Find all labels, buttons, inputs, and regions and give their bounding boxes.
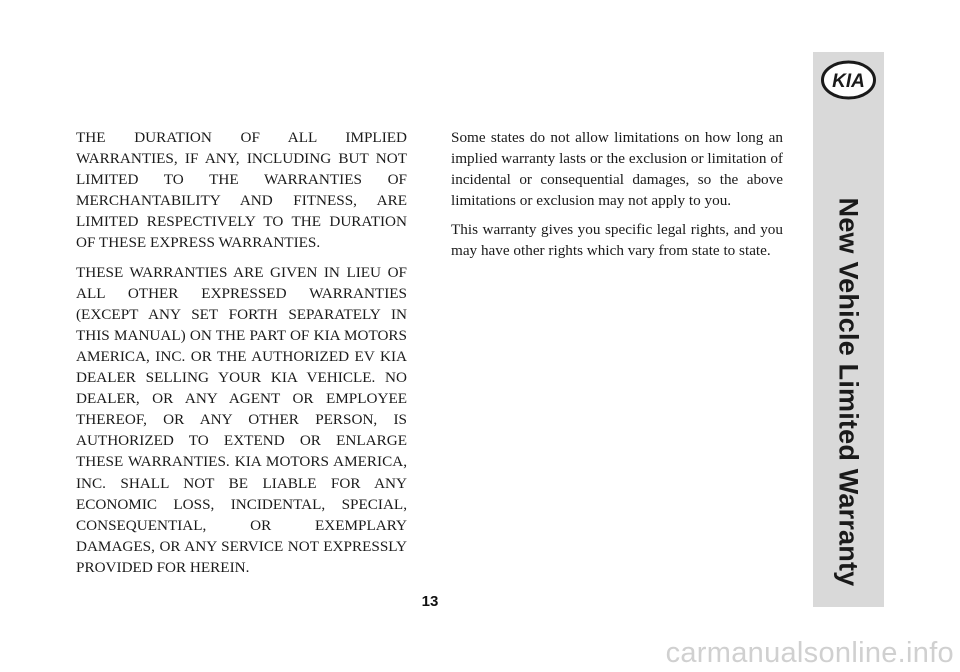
- paragraph-legal-rights: This warranty gives you specific legal rights, and you may have other rights which vary from state to state.: [451, 221, 783, 260]
- paragraph-implied-warranties: THE DURATION OF ALL IMPLIED WARRANTIES, IF ANY, INCLUDING BUT NOT LIMITED TO THE WARRANTIES OF MERCHANTABILITY AND FITNESS, ARE LIMITED RESPECTIVELY TO THE DURATION OF THESE EXPRESS WARRANTIES.: [76, 129, 407, 252]
- page-number: 13: [421, 593, 439, 610]
- section-title: New Vehicle Limited Warranty: [833, 197, 864, 587]
- section-side-tab: [813, 52, 884, 607]
- paragraph-warranties-in-lieu: THESE WARRANTIES ARE GIVEN IN LIEU OF ALL OTHER EXPRESSED WARRANTIES (EXCEPT ANY SET FORTH SEPARATELY IN THIS MANUAL) ON THE PART OF KIA MOTORS AMERICA, INC. OR THE AUTHORIZED EV KIA DEALER SELLING YOUR KIA VEHICLE. NO DEALER, OR ANY AGENT OR EMPLOYEE THEREOF, OR ANY OTHER PERSON, IS AUTHORIZED TO EXTEND OR ENLARGE THESE WARRANTIES. KIA MOTORS AMERICA, INC. SHALL NOT BE LIABLE FOR ANY ECONOMIC LOSS, INCIDENTAL, SPECIAL, CONSEQUENTIAL, OR EXEMPLARY DAMAGES, OR ANY SERVICE NOT EXPRESSLY PROVIDED FOR HEREIN.: [76, 263, 407, 576]
- right-text-column: [451, 127, 783, 270]
- paragraph-state-limitations: Some states do not allow limitations on how long an implied warranty lasts or the exclusion or limitation of incidental or consequential damages, so the above limitations or exclusion may not apply to you.: [451, 129, 783, 210]
- kia-logo-text: KIA: [832, 71, 865, 92]
- watermark-text: carmanualsonline.info: [665, 637, 954, 669]
- left-text-column: [76, 127, 407, 586]
- kia-logo-icon: [821, 60, 876, 100]
